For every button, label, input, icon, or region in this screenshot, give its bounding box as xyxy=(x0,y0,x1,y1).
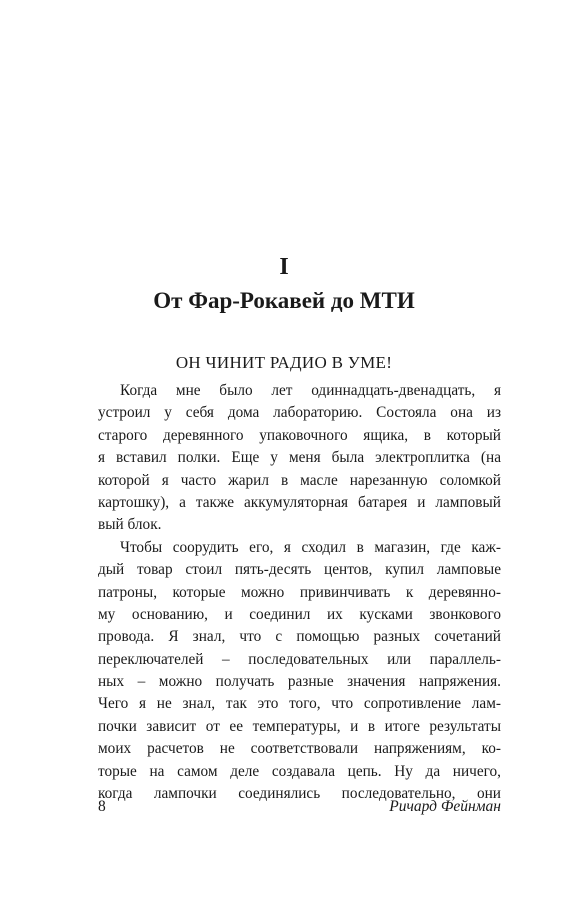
section-title: ОН ЧИНИТ РАДИО В УМЕ! xyxy=(175,353,393,372)
text-line: Чтобы соорудить его, я сходил в магазин, где каж- xyxy=(120,538,501,556)
text-line: старого деревянного упаковочного ящика, в который xyxy=(98,426,501,444)
page-footer xyxy=(98,796,501,818)
text-line: патроны, которые можно привинчивать к деревянно- xyxy=(98,583,501,601)
page-number: 8 xyxy=(98,798,106,815)
text-line: я вставил полки. Еще у меня была электроплитка (на xyxy=(98,449,501,467)
text-line: дый товар стоил пять-десять центов, купил ламповые xyxy=(98,561,501,579)
text-line: Когда мне было лет одиннадцать-двенадцать, я xyxy=(120,382,501,399)
chapter-number: I xyxy=(279,254,289,280)
text-line: переключателей – последовательных или параллель- xyxy=(98,650,501,668)
text-line: вый блок. xyxy=(98,516,162,534)
text-line: картошку), а также аккумуляторная батарея и ламповый xyxy=(98,493,501,511)
text-line: когда лампочки соединялись последовательно, они xyxy=(98,785,501,803)
text-line: му основанию, и соединил их кусками звонкового xyxy=(98,605,501,623)
text-line: которой я часто жарил в масле нарезанную соломкой xyxy=(98,471,501,489)
text-line: торые на самом деле создавала цепь. Ну да ничего, xyxy=(98,762,501,780)
body-text xyxy=(98,380,501,805)
text-line: Чего я не знал, так это того, что сопротивление лам- xyxy=(98,695,501,713)
chapter-title: От Фар-Рокавей до МТИ xyxy=(153,288,415,313)
running-footer-author: Ричард Фейнман xyxy=(389,798,501,815)
text-line: почки зависит от ее температуры, и в итоге результаты xyxy=(98,717,501,735)
text-line: провода. Я знал, что с помощью разных сочетаний xyxy=(98,628,501,646)
text-line: устроил у себя дома лабораторию. Состояла она из xyxy=(98,404,501,422)
text-line: моих расчетов не соответствовали напряжениям, ко- xyxy=(98,740,501,758)
text-line: ных – можно получать разные значения напряжения. xyxy=(98,673,501,691)
